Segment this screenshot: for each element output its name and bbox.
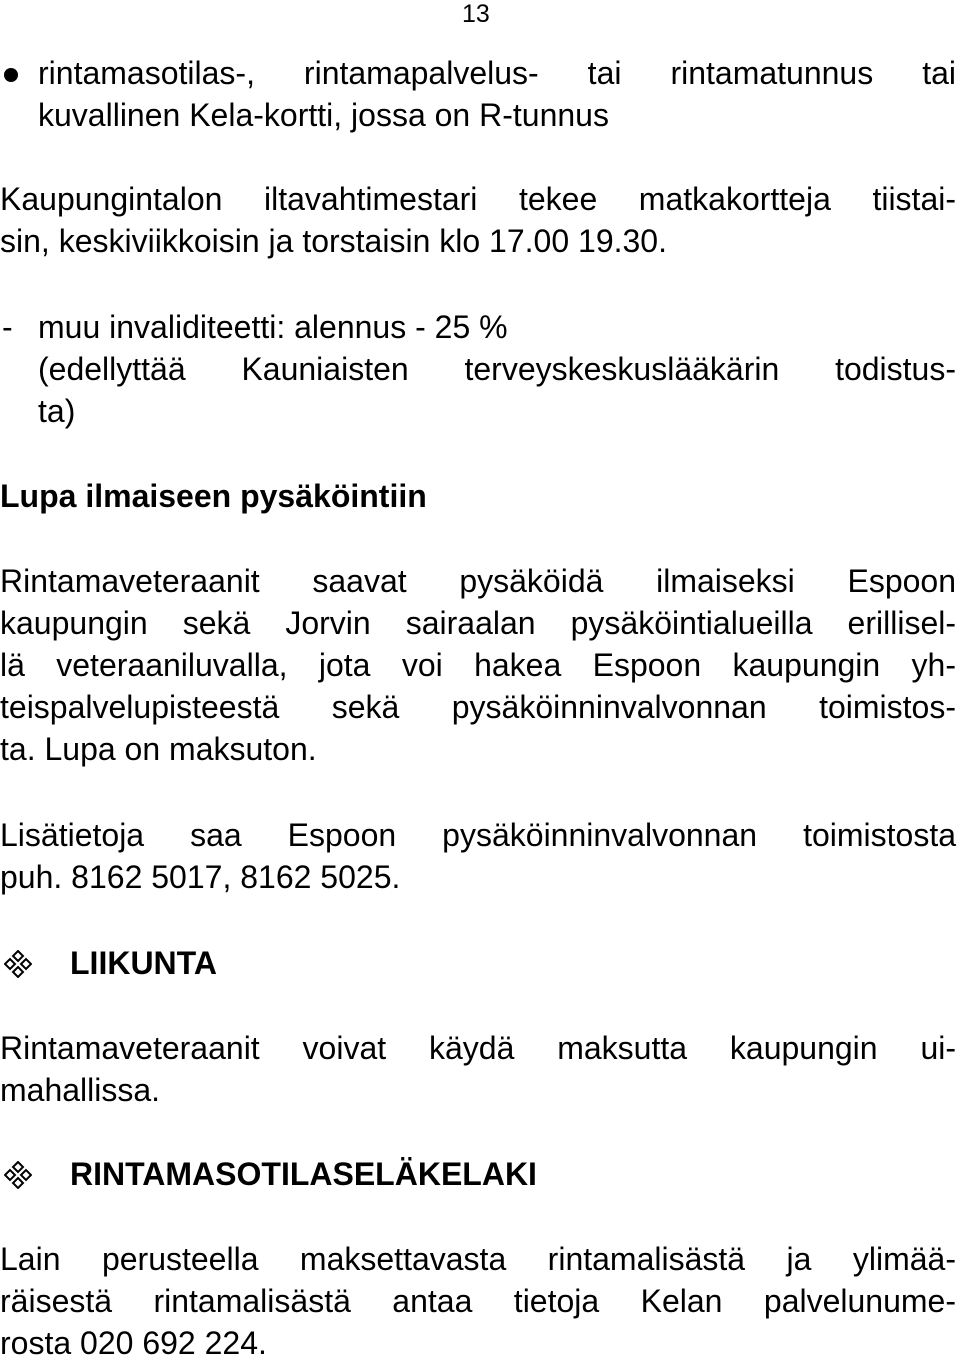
parking-info-line-1: Lisätietoja saa Espoon pysäköinninvalvonnan toimistosta: [0, 817, 956, 853]
parking-heading: [0, 475, 956, 517]
dash-item-text: [38, 306, 956, 432]
city-hall-line-1: Kaupungintalon iltavahtimestari tekee matkakortteja tiistai-: [0, 181, 956, 217]
paragraph-liikunta: [0, 1027, 956, 1111]
diamond-bullet-icon: [4, 950, 32, 978]
dash-marker: -: [2, 309, 13, 345]
dash-line-2: (edellyttää Kauniaisten terveyskeskuslääkärin todistus-: [38, 351, 956, 387]
page-number: 13: [462, 0, 490, 28]
bullet-item-text: [38, 52, 956, 136]
bullet-dot-icon: [4, 68, 18, 82]
city-hall-line-2: sin, keskiviikkoisin ja torstaisin klo 17.00 19.30.: [0, 223, 667, 259]
parking-line-1: Rintamaveteraanit saavat pysäköidä ilmaiseksi Espoon: [0, 563, 956, 599]
pension-line-1: Lain perusteella maksettavasta rintamalisästä ja ylimää-: [0, 1241, 956, 1277]
dash-line-1: muu invaliditeetti: alennus - 25 %: [38, 309, 508, 345]
parking-line-2: kaupungin sekä Jorvin sairaalan pysäköintialueilla erillisel-: [0, 605, 956, 641]
pension-line-2: räisestä rintamalisästä antaa tietoja Kelan palvelunume-: [0, 1283, 956, 1319]
liikunta-heading-text: LIIKUNTA: [70, 945, 217, 981]
liikunta-line-2: mahallissa.: [0, 1072, 161, 1108]
diamond-bullet-icon: [4, 1161, 32, 1189]
paragraph-pension: [0, 1238, 956, 1364]
pension-heading-text: RINTAMASOTILASELÄKELAKI: [70, 1156, 537, 1192]
paragraph-city-hall: [0, 178, 956, 262]
parking-heading-text: Lupa ilmaiseen pysäköintiin: [0, 478, 427, 514]
pension-line-3: rosta 020 692 224.: [0, 1325, 267, 1361]
dash-line-3: ta): [38, 393, 76, 429]
bullet-line-2: kuvallinen Kela-kortti, jossa on R-tunnus: [38, 97, 609, 133]
paragraph-parking: [0, 560, 956, 770]
parking-line-3: lä veteraaniluvalla, jota voi hakea Espoon kaupungin yh-: [0, 647, 956, 683]
bullet-line-1: rintamasotilas-, rintamapalvelus- tai rintamatunnus tai: [38, 55, 956, 91]
parking-line-5: ta. Lupa on maksuton.: [0, 731, 317, 767]
parking-info-line-2: puh. 8162 5017, 8162 5025.: [0, 859, 401, 895]
parking-line-4: teispalvelupisteestä sekä pysäköinninvalvonnan toimistos-: [0, 689, 956, 725]
paragraph-parking-info: [0, 814, 956, 898]
liikunta-line-1: Rintamaveteraanit voivat käydä maksutta kaupungin ui-: [0, 1030, 956, 1066]
